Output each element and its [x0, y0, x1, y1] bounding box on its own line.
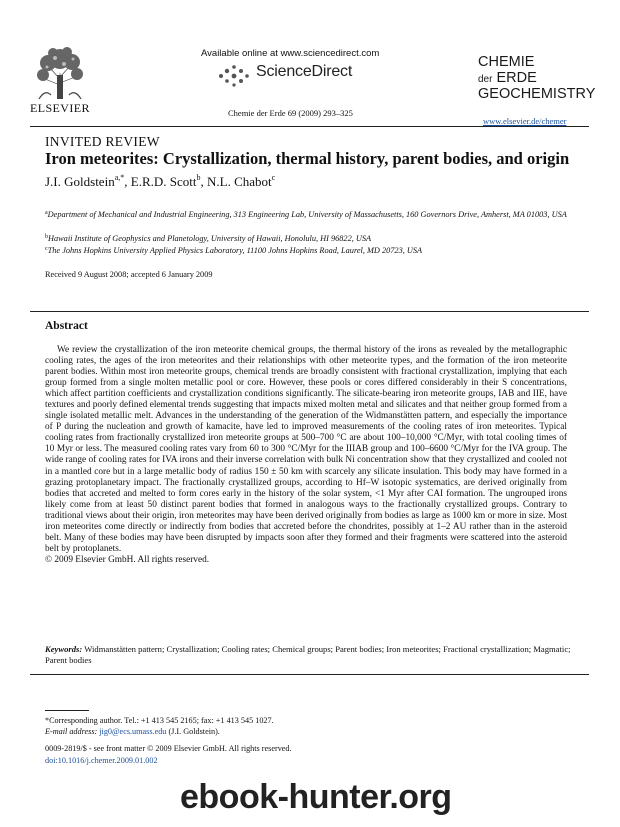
section-label: INVITED REVIEW	[45, 134, 160, 149]
author-list: J.I. Goldstein$^{a,*}$, E.R.D. Scott$^b$, N.L. Chabot$^c$	[45, 173, 276, 189]
received-dates: Received 9 August 2008; accepted 6 January 2009	[45, 270, 213, 279]
email-link[interactable]: jig0@ecs.umass.edu	[99, 727, 167, 736]
email-label: E-mail address:	[45, 727, 98, 736]
affiliation-marker: b	[45, 234, 48, 240]
affiliation-text: Department of Mechanical and Industrial Engineering, 313 Engineering Lab, University of Massachusetts, 160 Governors Drive, Amherst, MA 01003, USA	[47, 210, 567, 219]
issn-line: 0009-2819/$ - see front matter © 2009 Elsevier GmbH. All rights reserved.	[45, 744, 292, 753]
journal-homepage-link[interactable]: www.elsevier.de/chemer	[483, 116, 567, 126]
affiliation-text: Hawaii Institute of Geophysics and Planetology, University of Hawaii, Honolulu, HI 96822, USA	[48, 234, 372, 243]
affiliation-marker: a	[45, 210, 48, 216]
elsevier-tree-logo-icon	[33, 45, 87, 106]
publisher-name: ELSEVIER	[30, 101, 90, 115]
copyright-notice: © 2009 Elsevier GmbH. All rights reserved.	[45, 554, 210, 565]
front-matter	[45, 743, 292, 766]
doi-link[interactable]: doi:10.1016/j.chemer.2009.01.002	[45, 755, 158, 765]
journal-name-line-3: GEOCHEMISTRY	[478, 86, 596, 102]
author-name: N.L. Chabot	[207, 174, 272, 189]
article-title: Iron meteorites: Crystallization, thermal history, parent bodies, and origin	[45, 149, 570, 168]
author-name: E.R.D. Scott	[130, 174, 197, 189]
journal-name-line-1: CHEMIE	[478, 54, 535, 70]
author-name: J.I. Goldstein	[45, 174, 115, 189]
corresponding-contact: *Corresponding author. Tel.: +1 413 545 2165; fax: +1 413 545 1027.	[45, 716, 274, 725]
email-line	[45, 726, 274, 737]
author-affiliation-marker[interactable]: a,*	[114, 173, 125, 182]
author-affiliation-marker[interactable]: b	[196, 173, 201, 182]
abstract-bottom-divider	[30, 674, 589, 675]
affiliation-marker: c	[45, 246, 48, 252]
keywords-block	[45, 644, 571, 666]
footnote-divider	[45, 710, 89, 711]
email-owner: (J.I. Goldstein).	[168, 727, 220, 736]
abstract-body	[45, 345, 567, 566]
abstract-text: We review the crystallization of the iron meteorite chemical groups, the thermal history of the irons as revealed by the metallographic cooling rates, the ages of the iron meteorites and their relationships with other meteorite types, and the formation of the iron meteorite parent bodies. Within most iron meteorite groups, chemical trends are broadly consistent with fractional crystallization, implying that each group formed from a single molten metallic pool or core. However, these pools or cores differed considerably in their S concentrations, which affect partition coefficients and crystallization conditions significantly. The silicate-bearing iron meteorite groups, IAB and IIE, have textures and poorly defined elemental trends suggesting that impacts mixed molten metal and silicates and that neither group formed from a single isolated metallic melt. Advances in the understanding of the generation of the Widmanstätten pattern, and especially the importance of P during the nucleation and growth of kamacite, have led to improved measurements of the cooling rates of iron meteorites. Typical cooling rates from fractionally crystallized iron meteorite groups at 500–700 °C are about 100–10,000 °C/Myr, with total cooling times of 10 Myr or less. The measured cooling rates vary from 60 to 300 °C/Myr for the IIIAB group and 100–6600 °C/Myr for the IVA group. The wide range of cooling rates for IVA irons and their inverse correlation with bulk Ni concentration show that they crystallized and cooled not in a mantled core but in a large metallic body of radius 150 ± 50 km with scarcely any silicate insulation. This body may have formed in a grazing protoplanetary impact. The fractionally crystallized groups, according to Hf–W isotopic systematics, are derived originally from bodies that accreted and melted to form cores early in the history of the solar system, <1 Myr after CAI formation. The ungrouped irons likely come from at least 50 distinct parent bodies that formed in analogous ways to the fractionally crystallized groups. Contrary to traditional views about their origin, iron meteorites may have been derived originally from bodies as large as 1000 km or more in size. Most iron meteorites come directly or indirectly from bodies that accreted before the chondrites, possibly at 1–2 AU rather than in the asteroid belt. Many of these bodies may have been disrupted by impacts soon after they formed and their fragments were scattered into the asteroid belt by protoplanets.	[45, 345, 567, 554]
sciencedirect-logo-text: ScienceDirect	[256, 63, 353, 80]
available-online-text[interactable]: Available online at www.sciencedirect.com	[201, 48, 380, 59]
affiliation	[45, 244, 585, 257]
sciencedirect-dots-icon	[216, 64, 254, 93]
keywords-text: Widmanstätten pattern; Crystallization; Cooling rates; Chemical groups; Parent bodies; Iron meteorites; Fractional crystallization; Magmatic; Parent bodies	[45, 644, 571, 665]
corresponding-author-footnote	[45, 715, 274, 737]
header-divider	[30, 126, 589, 127]
watermark-text: ebook-hunter.org	[180, 778, 452, 816]
abstract-heading: Abstract	[45, 320, 88, 332]
journal-name-line-2	[478, 71, 595, 88]
author-affiliation-marker[interactable]: c	[271, 173, 276, 182]
affiliation	[45, 232, 585, 245]
abstract-top-divider	[30, 311, 589, 312]
journal-name-block	[478, 55, 595, 103]
affiliation-text: The Johns Hopkins University Applied Physics Laboratory, 11100 Johns Hopkins Road, Laurel, MD 20723, USA	[47, 246, 423, 255]
journal-name-erde: ERDE	[496, 69, 537, 86]
affiliation	[45, 208, 585, 221]
journal-citation: Chemie der Erde 69 (2009) 293–325	[228, 108, 353, 118]
journal-name-der: der	[478, 73, 493, 85]
keywords-label: Keywords:	[45, 644, 83, 654]
